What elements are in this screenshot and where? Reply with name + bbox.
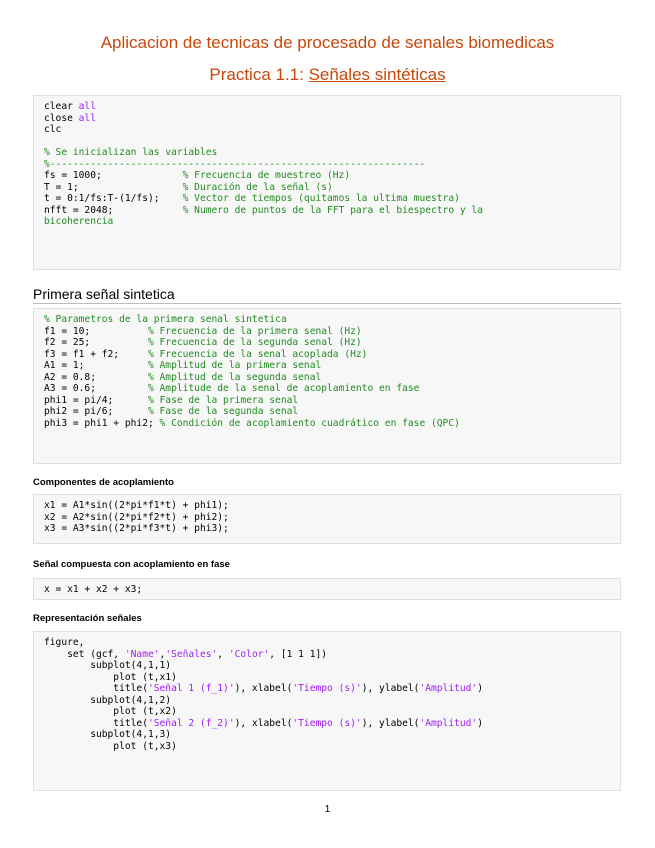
code-line — [44, 706, 610, 718]
code-text: ), ylabel( — [361, 683, 420, 694]
code-line — [44, 147, 610, 159]
code-comment: % Parametros de la primera senal sintetica — [44, 314, 287, 325]
code-text: ) — [477, 683, 483, 694]
code-text: A1 = 1; — [44, 360, 148, 371]
code-text: x3 = A3*sin((2*pi*f3*t) + phi3); — [44, 523, 229, 534]
code-text: ), xlabel( — [234, 717, 293, 729]
code-line — [44, 170, 610, 182]
code-text: f2 = 25; — [44, 337, 148, 348]
code-line — [44, 326, 610, 338]
code-text: , [1 1 1]) — [269, 648, 328, 660]
code-line — [44, 637, 610, 649]
code-comment: % Numero de puntos de la FFT para el biespectro y la — [182, 204, 483, 216]
code-line — [44, 729, 610, 741]
code-text: plot (t,x3) — [44, 740, 177, 752]
code-line — [44, 649, 610, 661]
subheading-representacion: Representación señales — [33, 613, 142, 624]
code-string: 'Amplitud' — [419, 717, 478, 729]
code-comment: % Frecuencia de la segunda senal (Hz) — [147, 337, 362, 348]
code-block-componentes — [33, 494, 621, 544]
code-line — [44, 584, 610, 596]
code-keyword: all — [78, 101, 96, 112]
code-block-init — [33, 95, 621, 270]
code-comment: % Fase de la segunda senal — [147, 406, 299, 417]
code-line — [44, 672, 610, 684]
code-comment: % Frecuencia de muestreo (Hz) — [182, 170, 351, 181]
code-text: nfft = 2048; — [44, 204, 183, 216]
code-line — [44, 512, 610, 524]
code-block-parametros — [33, 308, 621, 464]
code-text: ) — [477, 717, 483, 729]
code-line — [44, 523, 610, 535]
code-comment: % Condición de acoplamiento cuadrático en fase (QPC) — [159, 417, 460, 429]
code-text: phi1 = pi/4; — [44, 394, 148, 406]
code-string: 'Tiempo (s)' — [292, 717, 362, 729]
code-text: plot (t,x1) — [44, 671, 177, 683]
code-line — [44, 124, 610, 136]
code-comment: bicoherencia — [44, 216, 114, 227]
code-comment: %----------------------------------------------------------------- — [44, 158, 426, 170]
code-comment: % Fase de la primera senal — [147, 394, 299, 406]
code-line — [44, 193, 610, 205]
code-text: set (gcf, — [44, 648, 125, 660]
code-string: 'Señal 2 (f_2)' — [147, 717, 235, 729]
code-keyword: all — [78, 112, 96, 124]
code-text: x1 = A1*sin((2*pi*f1*t) + phi1); — [44, 500, 229, 511]
code-string: 'Señales' — [165, 648, 218, 660]
code-block-representacion — [33, 631, 621, 791]
code-comment: % Amplitud de la primera senal — [147, 360, 322, 371]
code-line — [44, 337, 610, 349]
code-line — [44, 314, 610, 326]
code-line — [44, 660, 610, 672]
code-text: title( — [44, 717, 148, 729]
code-line — [44, 718, 610, 730]
code-line — [44, 406, 610, 418]
subheading-senal-compuesta: Señal compuesta con acoplamiento en fase — [33, 559, 230, 570]
code-line — [44, 136, 610, 148]
code-text: , — [217, 648, 229, 660]
code-text: title( — [44, 683, 148, 694]
code-line — [44, 418, 610, 430]
code-line — [44, 741, 610, 753]
code-text: clear — [44, 101, 79, 112]
code-text: A2 = 0.8; — [44, 371, 148, 383]
document-title: Aplicacion de tecnicas de procesado de senales biomedicas — [100, 33, 555, 52]
code-line — [44, 395, 610, 407]
code-text: t = 0:1/fs:T-(1/fs); — [44, 193, 183, 204]
code-text: phi2 = pi/6; — [44, 406, 148, 417]
code-comment: % Frecuencia de la primera senal (Hz) — [147, 325, 362, 337]
code-line — [44, 360, 610, 372]
code-line — [44, 113, 610, 125]
code-text: ), ylabel( — [361, 717, 420, 729]
document-subtitle — [0, 65, 655, 85]
code-text: f1 = 10; — [44, 325, 148, 337]
code-line — [44, 182, 610, 194]
code-string: 'Señal 1 (f_1)' — [147, 683, 235, 694]
code-line — [44, 500, 610, 512]
code-text: fs = 1000; — [44, 170, 183, 181]
code-text: f3 = f1 + f2; — [44, 348, 148, 360]
code-comment: % Amplitude de la senal de acoplamiento en fase — [147, 383, 420, 394]
code-text: T = 1; — [44, 181, 183, 193]
code-comment: % Vector de tiempos (quitamos la ultima muestra) — [182, 193, 460, 204]
page-number: 1 — [324, 804, 331, 815]
code-text: subplot(4,1,1) — [44, 660, 172, 671]
code-text: A3 = 0.6; — [44, 383, 148, 394]
subheading-componentes: Componentes de acoplamiento — [33, 477, 174, 488]
code-line — [44, 216, 610, 228]
code-text: x = x1 + x2 + x3; — [44, 584, 143, 595]
code-string: 'Color' — [228, 648, 270, 660]
code-comment: % Frecuencia de la senal acoplada (Hz) — [147, 348, 368, 360]
code-line — [44, 205, 610, 217]
code-comment: % Duración de la señal (s) — [182, 181, 333, 193]
code-line — [44, 101, 610, 113]
code-line — [44, 695, 610, 707]
code-line — [44, 159, 610, 171]
subtitle-link[interactable]: Señales sintéticas — [308, 65, 446, 84]
code-string: 'Name' — [124, 648, 160, 660]
code-text: plot (t,x2) — [44, 706, 177, 717]
code-text: clc — [44, 124, 62, 135]
code-text: subplot(4,1,2) — [44, 694, 172, 706]
code-text: ), xlabel( — [234, 683, 293, 694]
code-text: subplot(4,1,3) — [44, 729, 172, 740]
code-comment: % Amplitud de la segunda senal — [147, 371, 322, 383]
code-line — [44, 372, 610, 384]
code-comment: % Se inicializan las variables — [44, 147, 218, 158]
code-block-senal-compuesta — [33, 578, 621, 600]
code-text: figure, — [44, 637, 85, 648]
code-line — [44, 683, 610, 695]
subtitle-prefix: Practica 1.1: — [209, 65, 309, 84]
code-text: phi3 = phi1 + phi2; — [44, 417, 160, 429]
code-string: 'Tiempo (s)' — [292, 683, 362, 694]
section-heading-primera-senal: Primera señal sintetica — [33, 286, 621, 304]
code-text: close — [44, 112, 79, 124]
code-text: x2 = A2*sin((2*pi*f2*t) + phi2); — [44, 511, 229, 523]
code-line — [44, 349, 610, 361]
code-line — [44, 383, 610, 395]
code-string: 'Amplitud' — [419, 683, 478, 694]
code-text: , — [159, 648, 166, 660]
